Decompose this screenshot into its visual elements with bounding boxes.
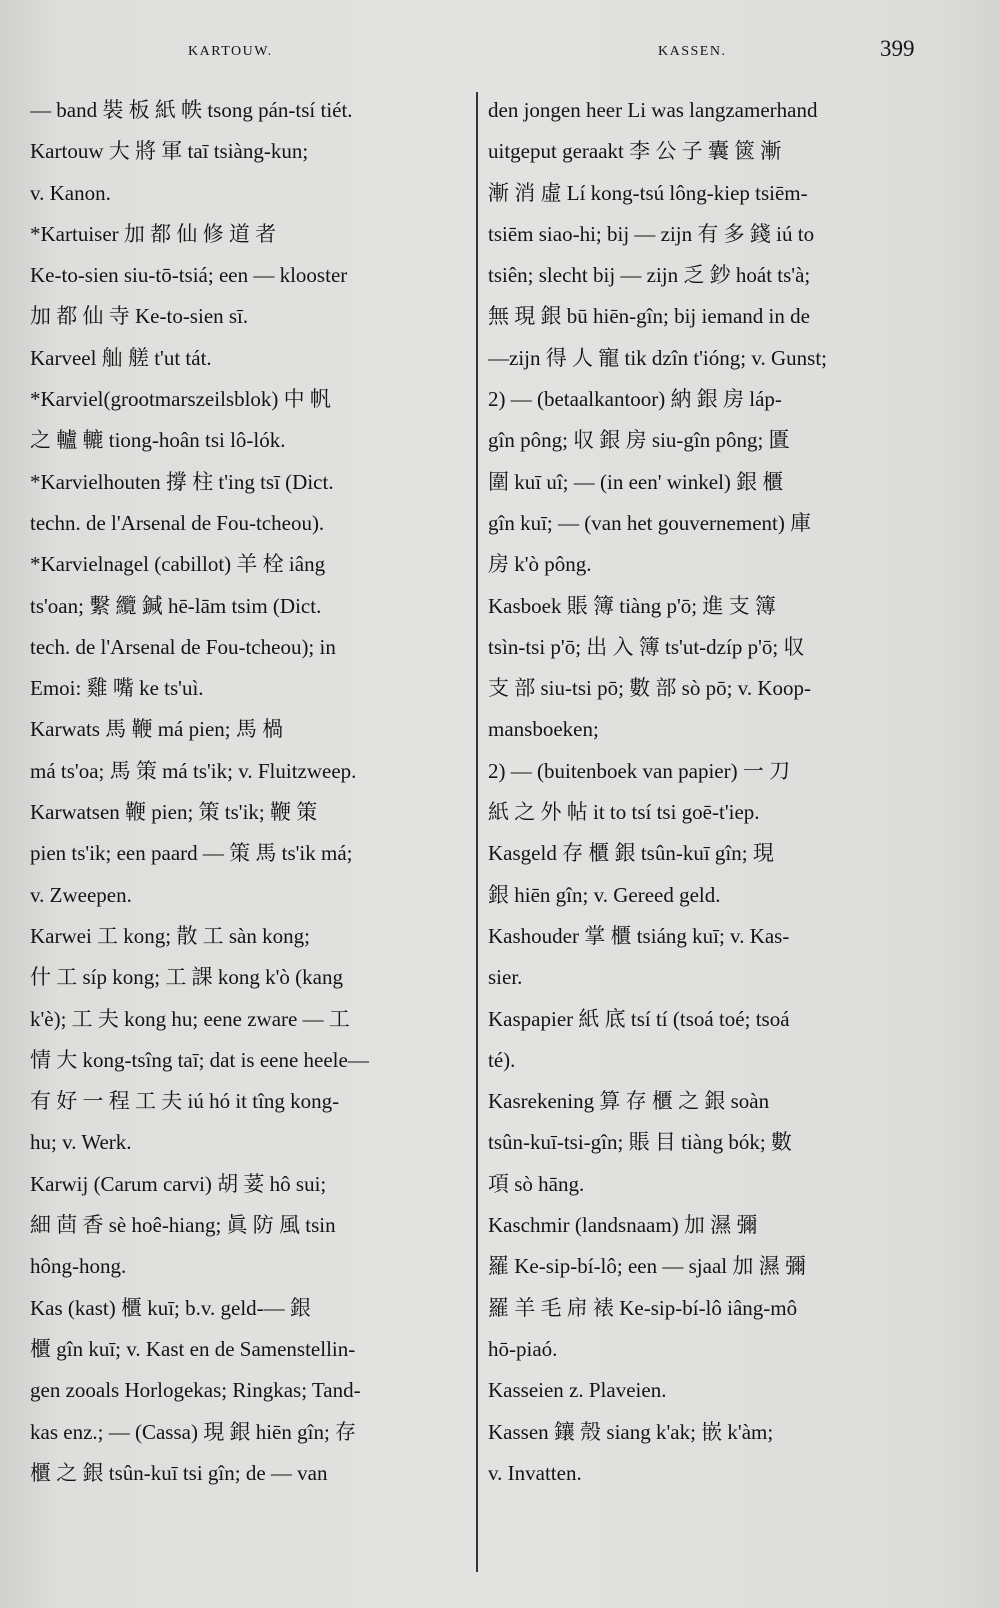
text-line: — band 裝 板 紙 帙 tsong pán-tsí tiét. xyxy=(30,98,353,122)
text-line: 羅 羊 毛 帍 裱 Ke-sip-bí-lô iâng-mô xyxy=(488,1295,798,1320)
text-line: v. Zweepen. xyxy=(30,882,132,907)
text-line: 銀 hiēn gîn; v. Gereed geld. xyxy=(488,882,721,907)
text-line: Karveel 舢 艖 t'ut tát. xyxy=(30,345,212,370)
text-line: sier. xyxy=(488,965,523,990)
text-line: 圍 kuī uî; — (in een' winkel) 銀 櫃 xyxy=(488,469,784,494)
text-line: 櫃 之 銀 tsûn-kuī tsi gîn; de — van xyxy=(30,1460,328,1485)
text-line: 支 部 siu-tsi pō; 數 部 sò pō; v. Koop- xyxy=(488,676,811,701)
text-line: —zijn 得 人 寵 tik dzîn t'ióng; v. Gunst; xyxy=(488,345,827,370)
text-line: 羅 Ke-sip-bí-lô; een — sjaal 加 濕 彌 xyxy=(488,1254,806,1279)
text-line: ts'oan; 繫 纜 鍼 hē-lām tsim (Dict. xyxy=(30,593,322,618)
text-line: den jongen heer Li was langzamerhand xyxy=(488,98,818,122)
text-line: Kaspapier 紙 底 tsí tí (tsoá toé; tsoá xyxy=(488,1006,790,1031)
text-line: tsûn-kuī-tsi-gîn; 賬 目 tiàng bók; 數 xyxy=(488,1130,792,1155)
text-line: uitgeput geraakt 李 公 子 囊 篋 漸 xyxy=(488,139,782,164)
text-line: 無 現 銀 bū hiēn-gîn; bij iemand in de xyxy=(488,304,810,329)
text-line: gîn kuī; — (van het gouvernement) 庫 xyxy=(488,510,812,535)
running-head-right: KASSEN. xyxy=(658,44,727,59)
text-line: mansboeken; xyxy=(488,717,599,742)
right-column xyxy=(488,90,930,1560)
text-line: tsiēm siao-hi; bij — zijn 有 多 錢 iú to xyxy=(488,221,815,246)
text-line: *Karvielhouten 撐 柱 t'ing tsī (Dict. xyxy=(30,469,334,494)
text-line: 項 sò hāng. xyxy=(488,1171,585,1196)
text-line: Emoi: 雞 嘴 ke ts'uì. xyxy=(30,676,204,701)
page-header xyxy=(0,36,1000,76)
text-line: tsiên; slecht bij — zijn 乏 鈔 hoát ts'à; xyxy=(488,263,811,288)
text-line: 漸 消 虛 Lí kong-tsú lông-kiep tsiēm- xyxy=(488,180,808,205)
running-head-left: KARTOUW. xyxy=(188,44,273,59)
text-line: Kasseien z. Plaveien. xyxy=(488,1378,667,1403)
text-line: 房 k'ò pông. xyxy=(488,552,592,577)
text-line: kas enz.; — (Cassa) 現 銀 hiēn gîn; 存 xyxy=(30,1419,357,1444)
text-line: Kasgeld 存 櫃 銀 tsûn-kuī gîn; 現 xyxy=(488,841,774,866)
text-line: pien ts'ik; een paard — 策 馬 ts'ik má; xyxy=(30,841,353,866)
left-column xyxy=(30,90,467,1560)
text-line: Kas (kast) 櫃 kuī; b.v. geld-— 銀 xyxy=(30,1295,311,1320)
text-line: Kasboek 賬 簿 tiàng p'ō; 進 支 簿 xyxy=(488,593,776,618)
text-line: 加 都 仙 寺 Ke-to-sien sī. xyxy=(30,304,249,329)
text-line: Ke-to-sien siu-tō-tsiá; een — klooster xyxy=(30,263,348,288)
text-line: v. Kanon. xyxy=(30,180,111,205)
text-line: Karwatsen 鞭 pien; 策 ts'ik; 鞭 策 xyxy=(30,800,318,825)
text-line: má ts'oa; 馬 策 má ts'ik; v. Fluitzweep. xyxy=(30,758,357,783)
text-line: tsìn-tsi p'ō; 出 入 簿 ts'ut-dzíp p'ō; 収 xyxy=(488,634,805,659)
text-line: Kasrekening 算 存 櫃 之 銀 soàn xyxy=(488,1089,770,1114)
text-line: tech. de l'Arsenal de Fou-tcheou); in xyxy=(30,634,336,659)
text-line: hō-piaó. xyxy=(488,1336,558,1361)
page-number: 399 xyxy=(880,36,915,61)
text-line: Karwats 馬 鞭 má pien; 馬 楇 xyxy=(30,717,284,742)
text-line: Kaschmir (landsnaam) 加 濕 彌 xyxy=(488,1213,758,1238)
text-line: gen zooals Horlogekas; Ringkas; Tand- xyxy=(30,1378,361,1403)
text-line: Kashouder 掌 櫃 tsiáng kuī; v. Kas- xyxy=(488,923,790,948)
text-line: 2) — (betaalkantoor) 納 銀 房 láp- xyxy=(488,387,782,412)
text-line: v. Invatten. xyxy=(488,1460,582,1485)
text-line: Karwij (Carum carvi) 胡 荽 hô sui; xyxy=(30,1171,327,1196)
text-line: hông-hong. xyxy=(30,1254,127,1279)
text-line: 細 茴 香 sè hoê-hiang; 眞 防 風 tsin xyxy=(30,1213,336,1238)
text-line: hu; v. Werk. xyxy=(30,1130,132,1155)
column-divider xyxy=(476,92,478,1572)
text-line: Karwei 工 kong; 散 工 sàn kong; xyxy=(30,923,310,948)
text-line: Kartouw 大 將 軍 taī tsiàng-kun; xyxy=(30,139,309,164)
text-line: gîn pông; 収 銀 房 siu-gîn pông; 匱 xyxy=(488,428,790,453)
text-line: 情 大 kong-tsîng taī; dat is eene heele— xyxy=(30,1047,369,1072)
text-line: Kassen 鑲 殼 siang k'ak; 嵌 k'àm; xyxy=(488,1419,774,1444)
text-line: 2) — (buitenboek van papier) 一 刀 xyxy=(488,758,791,783)
text-line: 紙 之 外 帖 it to tsí tsi goē-t'iep. xyxy=(488,800,760,825)
text-line: *Kartuiser 加 都 仙 修 道 者 xyxy=(30,221,277,246)
text-line: *Karvielnagel (cabillot) 羊 栓 iâng xyxy=(30,552,326,577)
text-line: 什 工 síp kong; 工 課 kong k'ò (kang xyxy=(30,965,343,990)
text-line: 櫃 gîn kuī; v. Kast en de Samenstellin- xyxy=(30,1336,356,1361)
text-line: té). xyxy=(488,1047,516,1072)
text-line: *Karviel(grootmarszeilsblok) 中 帆 xyxy=(30,387,331,412)
text-line: 有 好 一 程 工 夫 iú hó it tîng kong- xyxy=(30,1089,340,1114)
text-line: k'è); 工 夫 kong hu; eene zware — 工 xyxy=(30,1006,350,1031)
text-line: techn. de l'Arsenal de Fou-tcheou). xyxy=(30,510,325,535)
text-line: 之 轤 轆 tiong-hoân tsi lô-lók. xyxy=(30,428,286,453)
